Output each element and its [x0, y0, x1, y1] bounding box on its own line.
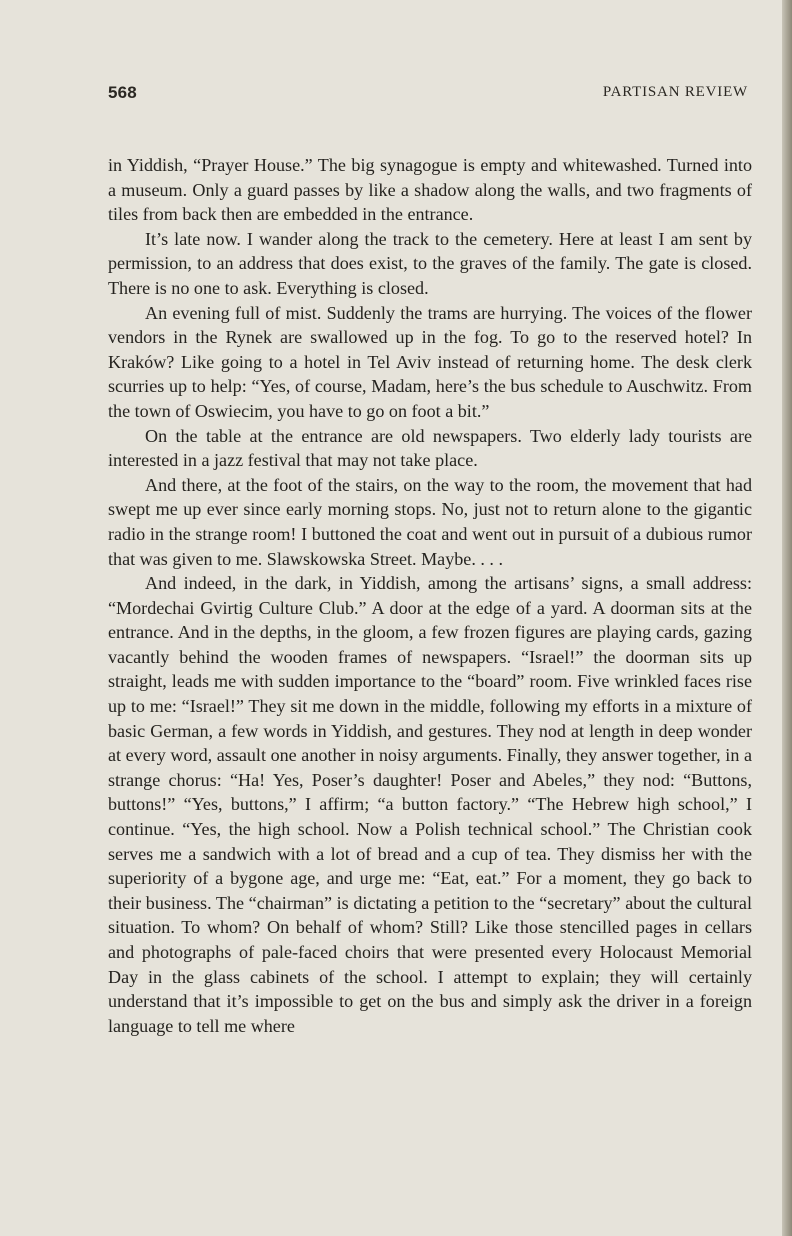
paragraph: On the table at the entrance are old newspapers. Two elderly lady tourists are interested in a jazz festival that may not take place.: [108, 425, 752, 471]
paragraph: It’s late now. I wander along the track to the cemetery. Here at least I am sent by permission, to an address that does exist, to the graves of the family. The gate is closed. There is no one to ask. Everything is closed.: [108, 228, 752, 298]
paragraph: And indeed, in the dark, in Yiddish, among the artisans’ signs, a small address: “Mordechai Gvirtig Culture Club.” A door at the edge of a yard. A doorman sits at the entrance. And in the depths, in the gloom, a few frozen figures are playing cards, gazing vacantly behind the wooden frames of newspapers. “Israel!” the doorman sits up straight, leads me with sudden importance to the “board” room. Five wrinkled faces rise up to me: “Israel!” They sit me down in the middle, following my efforts in a mixture of basic German, a few words in Yiddish, and gestures. They nod at length in deep wonder at every word, assault one another in noisy arguments. Finally, they answer together, in a strange chorus: “Ha! Yes, Poser’s daughter! Poser and Abeles,” they nod: “Buttons, buttons!” “Yes, buttons,” I affirm; “a button factory.” “The Hebrew high school,” I continue. “Yes, the high school. Now a Polish technical school.” The Christian cook serves me a sandwich with a lot of bread and a cup of tea. They dismiss her with the superiority of a bygone age, and urge me: “Eat, eat.” For a moment, they go back to their business. The “chairman” is dictating a petition to the “secretary” about the cultural situation. To whom? On behalf of whom? Still? Like those stencilled pages in cellars and photographs of pale-faced choirs that were presented every Holocaust Memorial Day in the glass cabinets of the school. I attempt to explain; they will certainly understand that it’s impossible to get on the bus and simply ask the driver in a foreign language to tell me where: [108, 573, 752, 1036]
page-header: [108, 83, 748, 105]
body-text: [108, 153, 752, 1038]
paragraph: An evening full of mist. Suddenly the trams are hurrying. The voices of the flower vendors in the Rynek are swallowed up in the fog. To go to the reserved hotel? In Kraków? Like going to a hotel in Tel Aviv instead of returning home. The desk clerk scurries up to help: “Yes, of course, Madam, here’s the bus schedule to Auschwitz. From the town of Oswiecim, you have to go on foot a bit.”: [108, 302, 752, 421]
page-number: 568: [108, 83, 137, 102]
paragraph-continued: in Yiddish, “Prayer House.” The big synagogue is empty and whitewashed. Turned into a museum. Only a guard passes by like a shadow along the walls, and two fragments of tiles from back then are embedded in the entrance.: [108, 155, 752, 225]
running-head: PARTISAN REVIEW: [602, 84, 748, 100]
page-edge-shadow: [782, 0, 792, 1236]
paragraph: And there, at the foot of the stairs, on the way to the room, the movement that had swept me up ever since early morning stops. No, just not to return alone to the gigantic radio in the strange room! I buttoned the coat and went out in pursuit of a dubious rumor that was given to me. Slawskowska Street. Maybe. . . .: [108, 474, 752, 569]
